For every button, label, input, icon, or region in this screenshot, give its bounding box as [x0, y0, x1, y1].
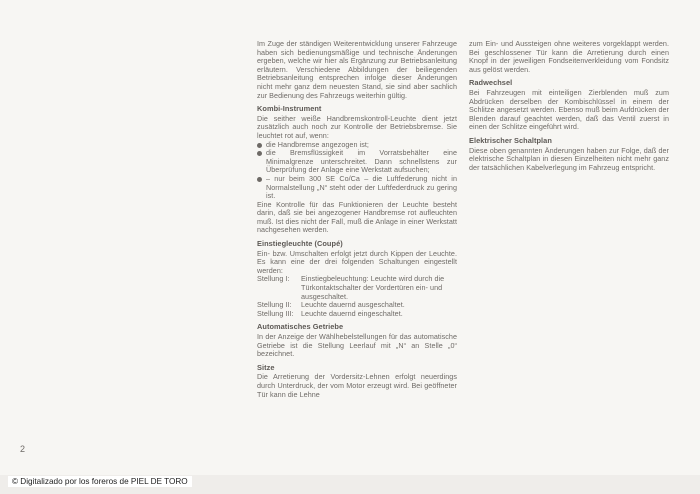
list-item: – nur beim 300 SE Co/Ca – die Luftfederung nicht in Normalstellung „N“ steht oder der Luftfederdruck zu gering ist. — [257, 175, 457, 201]
intro-paragraph: Im Zuge der ständigen Weiterentwicklung unserer Fahrzeuge haben sich bedienungsmäßige und technische Änderungen ergeben, welche wir hier als Ergänzung zur Betriebsanleitung erläutern. Verschiedene Abbildungen der beiliegenden Betriebsanleitung entsprechen infolge dieser Änderungen nicht mehr ganz dem neuesten Stand, sie sind aber sachlich zur Bedienung des Fahrzeugs weiterhin gültig. — [257, 39, 457, 100]
getriebe-heading: Automatisches Getriebe — [257, 322, 344, 332]
sitze-heading: Sitze — [257, 362, 275, 372]
right-column — [469, 40, 669, 172]
getriebe-text: In der Anzeige der Wählhebelstellungen für das automatische Getriebe ist die Stellung Leerlauf mit „N“ an Stelle „0“ bezeichnet. — [257, 332, 457, 359]
page-number: 2 — [20, 444, 26, 454]
einstieg-heading: Einstiegleuchte (Coupé) — [257, 239, 343, 249]
table-row — [257, 275, 457, 301]
position-label: Stellung I: — [257, 274, 290, 284]
table-row — [257, 310, 457, 319]
sitze-text: Die Arretierung der Vordersitz-Lehnen erfolgt neuerdings durch Unterdruck, der vom Motor erzeugt wird. Bei geöffneter Tür kann die Lehne — [257, 372, 457, 399]
list-item: die Bremsflüssigkeit im Vorratsbehälter eine Minimalgrenze unterschreitet. Dann schnellstens zur Überprüfung der Anlage eine Werkstatt aufsuchen; — [257, 149, 457, 175]
sitze-continuation: zum Ein- und Aussteigen ohne weiteres vorgeklappt werden. Bei geschlossener Tür kann die Arretierung durch einen Knopf in der jeweiligen Fondseitenverkleidung vom Fondsitz aus gelöst werden. — [469, 39, 669, 74]
position-text: Leuchte dauernd eingeschaltet. — [301, 308, 403, 318]
radwechsel-text: Bei Fahrzeugen mit einteiligen Zierblenden muß zum Abdrücken derselben der Kombischlüssel in einem der Schlitze angesetzt werden. Ebenso muß beim Aufdrücken der Blenden darauf geachtet werden, daß das Ventil zuerst in einen der Schlitze eingeführt wird. — [469, 87, 669, 132]
position-text: Einstiegbeleuchtung: Leuchte wird durch die Türkontaktschalter der Vordertüren ein- und ausgeschaltet. — [301, 274, 445, 301]
position-label: Stellung II: — [257, 300, 292, 310]
kombi-bullet-list — [257, 141, 457, 201]
einstieg-text: Ein- bzw. Umschalten erfolgt jetzt durch Kippen der Leuchte. Es kann eine der drei folgenden Schaltungen eingestellt werden: — [257, 248, 457, 275]
radwechsel-heading: Radwechsel — [469, 78, 513, 88]
kombi-text: Die seither weiße Handbremskontroll-Leuchte dient jetzt zusätzlich auch noch zur Kontrolle der Betriebsbremse. Sie leuchtet rot auf, wenn: — [257, 113, 457, 140]
schaltplan-heading: Elektrischer Schaltplan — [469, 135, 552, 145]
list-item: die Handbremse angezogen ist; — [257, 141, 457, 150]
footer-credit: © Digitalizado por los foreros de PIEL DE TORO — [8, 476, 192, 487]
left-column — [257, 40, 457, 399]
kombi-heading: Kombi-Instrument — [257, 104, 322, 114]
position-text: Leuchte dauernd ausgeschaltet. — [301, 300, 405, 310]
position-label: Stellung III: — [257, 308, 294, 318]
schaltplan-text: Diese oben genannten Änderungen haben zur Folge, daß der elektrische Schaltplan in diesen Einzelheiten nicht mehr ganz der tatsächlichen Kabelverlegung im Fahrzeug entspricht. — [469, 145, 669, 172]
positions-table — [257, 275, 457, 318]
kombi-closing: Eine Kontrolle für das Funktionieren der Leuchte besteht darin, daß sie bei angezogener Handbremse rot aufleuchten muß. Ist dies nicht der Fall, muß die Anlage in einer Werkstatt nachgesehen werden. — [257, 199, 457, 235]
